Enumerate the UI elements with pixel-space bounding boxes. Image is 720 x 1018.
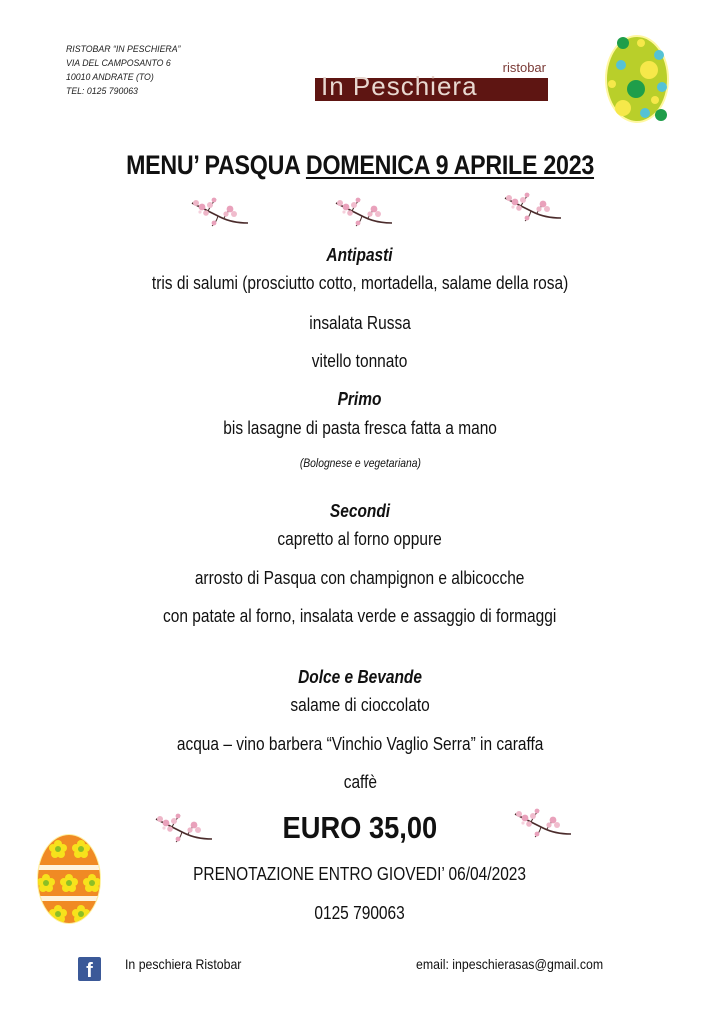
menu-item: vitello tonnato <box>312 351 408 371</box>
cherry-blossom-branch-icon <box>511 808 573 838</box>
menu-item: capretto al forno oppure <box>277 529 443 549</box>
menu-item: arrosto di Pasqua con champignon e albicocche <box>195 568 525 588</box>
menu-item-note: (Bolognese e vegetariana) <box>299 456 421 470</box>
page-title <box>0 150 720 181</box>
menu-item: bis lasagne di pasta fresca fatta a mano <box>223 418 497 438</box>
section-heading-dolce-bevande: Dolce e Bevande <box>298 667 422 687</box>
facebook-page-link[interactable]: In peschiera Ristobar <box>125 956 242 972</box>
address-line-street: VIA DEL CAMPOSANTO 6 <box>66 58 171 69</box>
cherry-blossom-branch-icon <box>332 197 394 227</box>
logo-name: In Peschiera <box>321 71 478 101</box>
booking-phone: 0125 790063 <box>314 903 406 923</box>
menu-item: insalata Russa <box>309 313 411 333</box>
cherry-blossom-branch-icon <box>188 197 250 227</box>
menu-item: tris di salumi (prosciutto cotto, mortadella, salame della rosa) <box>151 273 569 293</box>
title-prefix: MENU’ PASQUA <box>126 150 306 180</box>
menu-item: con patate al forno, insalata verde e assaggio di formaggi <box>163 606 557 626</box>
email-address[interactable]: email: inpeschierasas@gmail.com <box>416 956 604 972</box>
facebook-icon[interactable]: f <box>78 957 101 981</box>
title-date: DOMENICA 9 APRILE 2023 <box>305 150 594 180</box>
logo-subtitle: ristobar <box>502 60 546 75</box>
section-heading-antipasti: Antipasti <box>326 245 394 265</box>
address-line-name: RISTOBAR “IN PESCHIERA” <box>66 44 181 55</box>
address-line-phone: TEL: 0125 790063 <box>66 86 138 97</box>
menu-item: acqua – vino barbera “Vinchio Vaglio Serra” in caraffa <box>176 734 544 754</box>
cherry-blossom-branch-icon <box>501 192 563 222</box>
menu-item: salame di cioccolato <box>290 695 430 715</box>
price-label: EURO 35,00 <box>282 810 438 845</box>
menu-item: caffè <box>343 772 377 792</box>
restaurant-logo <box>315 60 548 102</box>
address-block <box>66 43 190 99</box>
section-heading-secondi: Secondi <box>329 501 391 521</box>
section-heading-primo: Primo <box>338 389 382 409</box>
easter-egg-green-dotted-icon <box>603 29 671 125</box>
address-line-city: 10010 ANDRATE (TO) <box>66 72 154 83</box>
booking-deadline: PRENOTAZIONE ENTRO GIOVEDI’ 06/04/2023 <box>193 864 527 884</box>
